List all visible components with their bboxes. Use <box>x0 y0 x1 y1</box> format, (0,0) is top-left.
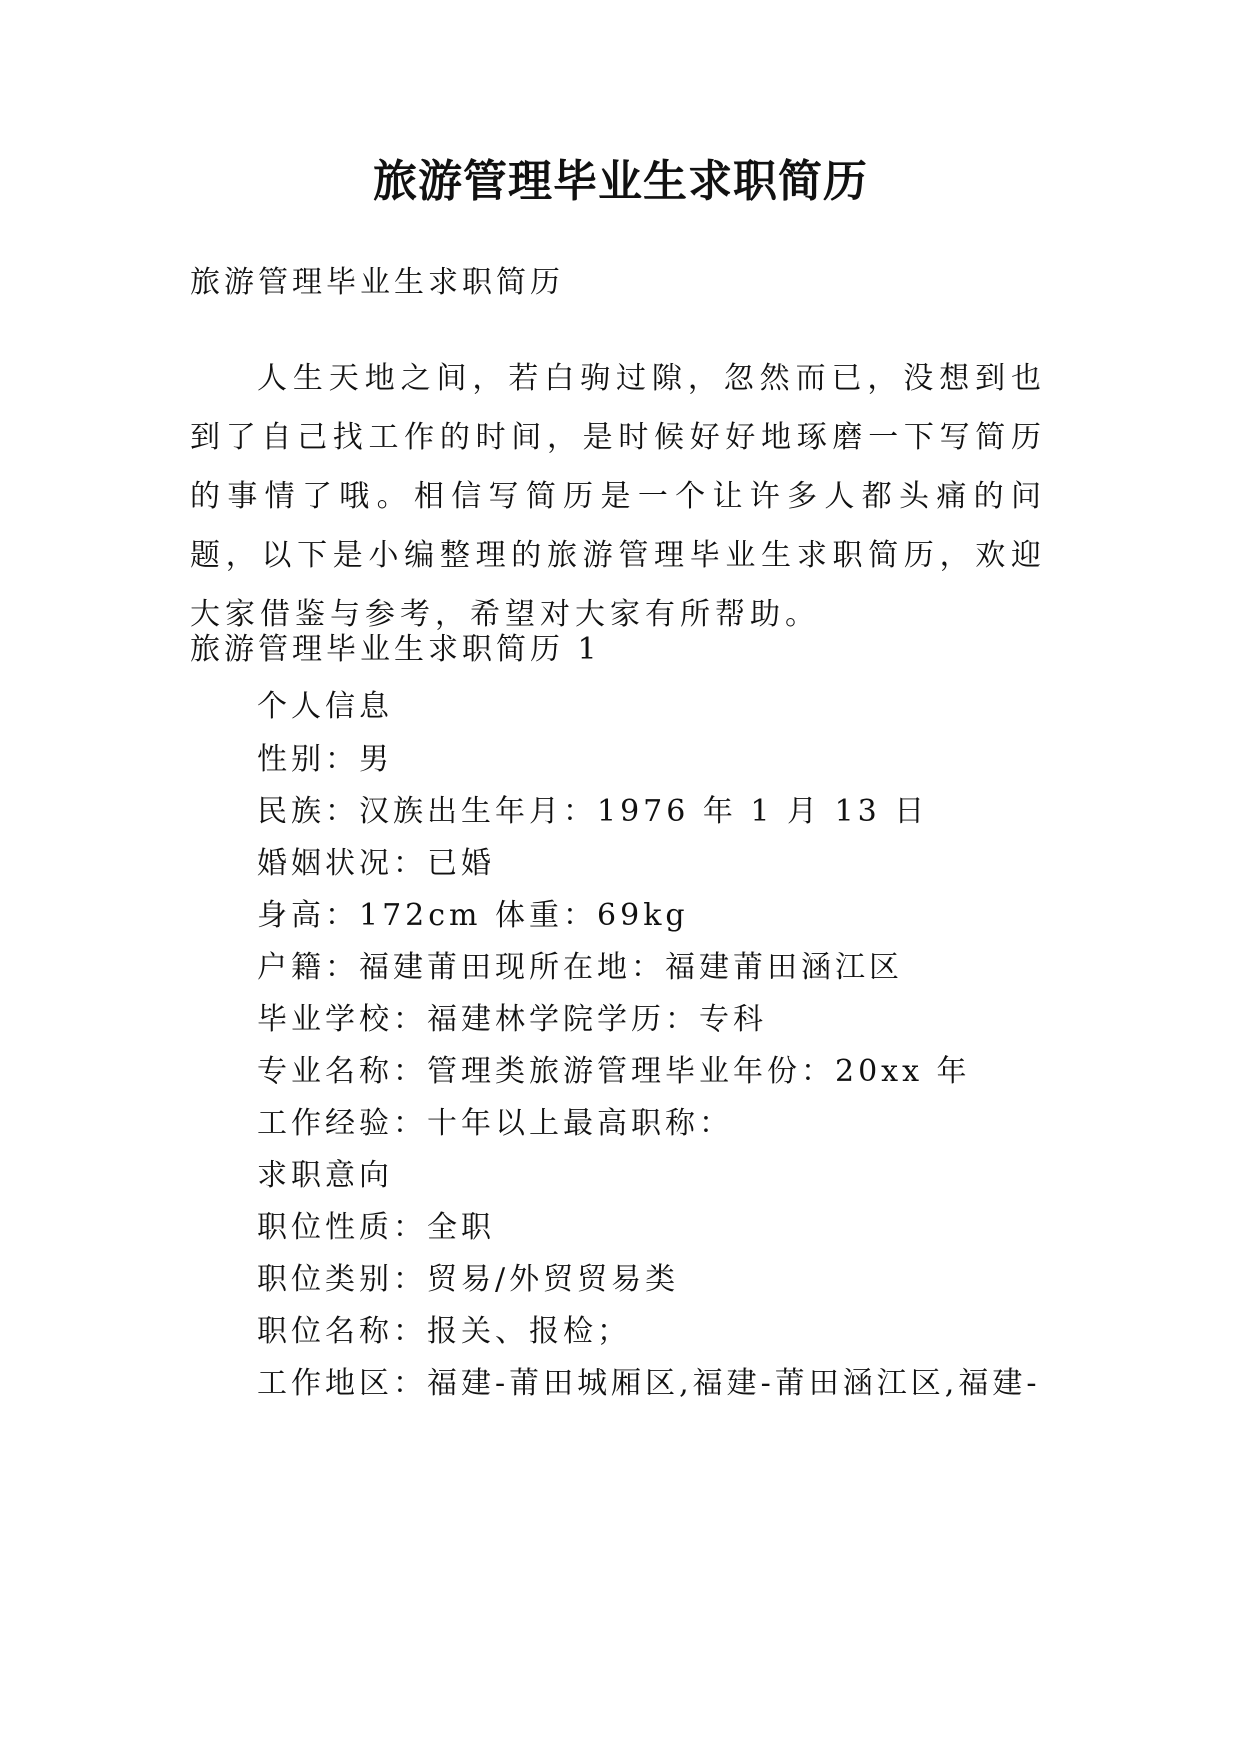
job-category-line: 职位类别：贸易/外贸贸易类 <box>257 1262 680 1297</box>
marital-status-line: 婚姻状况：已婚 <box>257 846 495 881</box>
gender-line: 性别：男 <box>257 742 393 777</box>
section-heading: 旅游管理毕业生求职简历 1 <box>190 632 601 667</box>
height-weight-line: 身高：172cm 体重：69kg <box>257 898 689 933</box>
ethnicity-birth-line: 民族：汉族出生年月：1976 年 1 月 13 日 <box>257 794 929 829</box>
work-area-line: 工作地区：福建-莆田城厢区,福建-莆田涵江区,福建- <box>257 1366 1041 1401</box>
document-title: 旅游管理毕业生求职简历 <box>373 156 868 207</box>
experience-title-line: 工作经验：十年以上最高职称： <box>257 1106 733 1141</box>
job-name-line: 职位名称：报关、报检； <box>257 1314 631 1349</box>
major-year-line: 专业名称：管理类旅游管理毕业年份：20xx 年 <box>257 1054 971 1089</box>
personal-info-heading: 个人信息 <box>257 689 393 724</box>
job-nature-line: 职位性质：全职 <box>257 1210 495 1245</box>
job-intention-heading: 求职意向 <box>257 1158 393 1193</box>
intro-paragraph: 人生天地之间，若白驹过隙，忽然而已，没想到也到了自己找工作的时间，是时候好好地琢磨一下写简历的事情了哦。相信写简历是一个让许多人都头痛的问题，以下是小编整理的旅游管理毕业生求职简历，欢迎大家借鉴与参考，希望对大家有所帮助。 <box>190 361 1046 632</box>
hukou-location-line: 户籍：福建莆田现所在地：福建莆田涵江区 <box>257 950 903 985</box>
school-education-line: 毕业学校：福建林学院学历：专科 <box>257 1002 767 1037</box>
document-subtitle: 旅游管理毕业生求职简历 <box>190 265 564 300</box>
